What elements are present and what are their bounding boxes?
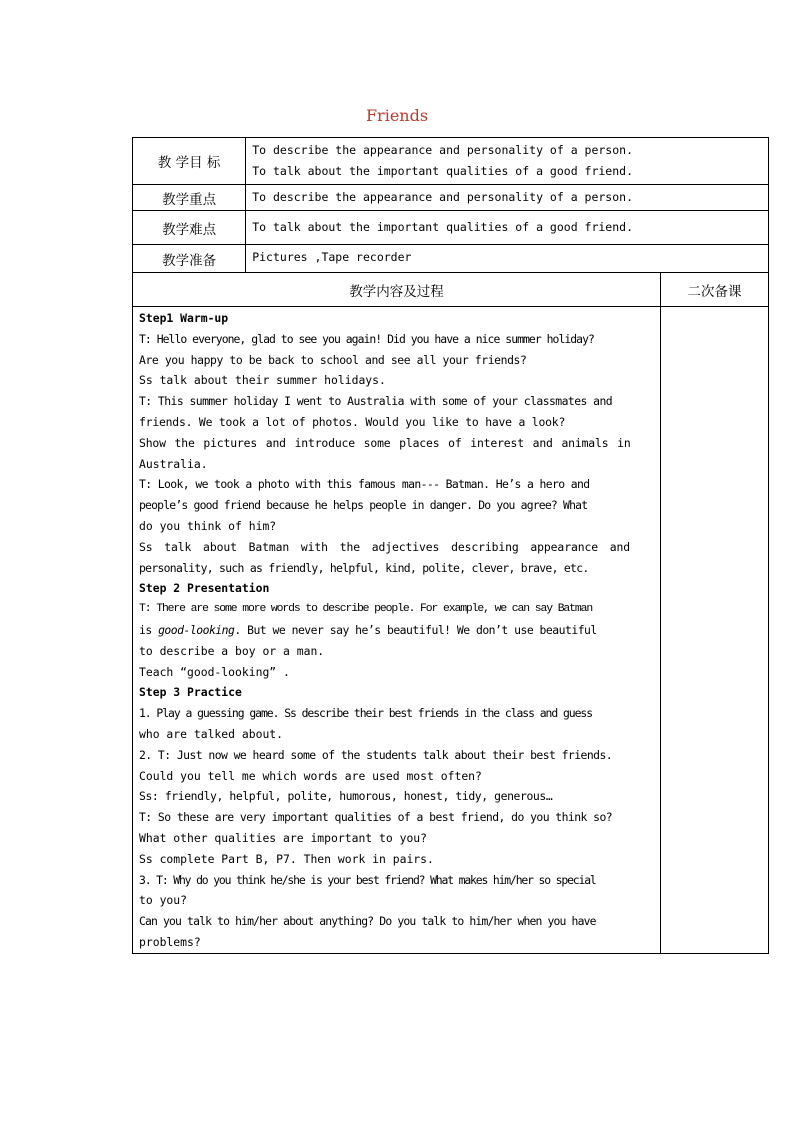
content-line: friends. We took a lot of photos. Would you like to have a look? [139, 414, 566, 429]
content-text: . But we never say he’s beautiful! We don’t use beautiful [234, 622, 597, 637]
content-line: to describe a boy or a man. [139, 643, 325, 658]
process-content [133, 307, 661, 954]
key-points-row [133, 185, 769, 211]
content-line: 1. Play a guessing game. Ss describe their best friends in the class and guess [139, 706, 593, 721]
content-line: Ss talk about their summer holidays. [139, 373, 386, 388]
italic-term: good-looking [158, 622, 235, 637]
content-line [139, 620, 654, 641]
content-line: Could you tell me which words are used most often? [139, 768, 482, 783]
objective-line: To talk about the important qualities of a good friend. [252, 164, 634, 178]
content-line: T: So these are very important qualities of a best friend, do you think so? [139, 810, 613, 825]
preparation-label: 教学准备 [133, 245, 246, 273]
step1-title: Step1 Warm-up [139, 311, 229, 325]
key-points-value: To describe the appearance and personality of a person. [246, 185, 769, 211]
difficulties-value: To talk about the important qualities of a good friend. [246, 211, 769, 245]
content-row [133, 307, 769, 954]
content-line: Ss complete Part B, P7. Then work in pairs. [139, 851, 434, 866]
notes-header: 二次备课 [661, 273, 769, 307]
step2-title: Step 2 Presentation [139, 581, 270, 596]
content-line: Ss talk about Batman with the adjectives describing appearance and [139, 539, 631, 554]
content-line: T: There are some more words to describe people. For example, we can say Batman [139, 603, 593, 616]
content-line: people’s good friend because he helps people in danger. Do you agree? What [139, 498, 588, 513]
content-text: is [139, 622, 159, 637]
content-line: to you? [139, 893, 188, 908]
content-line: Ss: friendly, helpful, polite, humorous, honest, tidy, generous… [139, 789, 553, 804]
key-points-label: 教学重点 [133, 185, 246, 211]
content-line: 2. T: Just now we heard some of the students talk about their best friends. [139, 747, 613, 762]
content-line: Australia. [139, 456, 208, 471]
document-title: Friends [365, 106, 429, 125]
step3-title: Step 3 Practice [139, 685, 242, 700]
objectives-value [246, 138, 769, 185]
content-line: T: Look, we took a photo with this famous man--- Batman. He’s a hero and [139, 477, 590, 492]
process-header: 教学内容及过程 [133, 273, 661, 307]
content-line: problems? [139, 934, 201, 949]
content-line: do you think of him? [139, 518, 277, 533]
objectives-label: 教 学目 标 [133, 138, 246, 185]
content-line: What other qualities are important to you? [139, 830, 428, 845]
objectives-row [133, 138, 769, 185]
header-row [133, 273, 769, 307]
difficulties-label: 教学难点 [133, 211, 246, 245]
content-line: T: This summer holiday I went to Australia with some of your classmates and [139, 394, 613, 409]
content-line: personality, such as friendly, helpful, kind, polite, clever, brave, etc. [139, 560, 589, 575]
preparation-row [133, 245, 769, 273]
difficulties-row [133, 211, 769, 245]
content-line: Can you talk to him/her about anything? Do you talk to him/her when you have [139, 914, 596, 929]
lesson-plan-table [132, 137, 769, 954]
content-line: Show the pictures and introduce some places of interest and animals in [139, 435, 631, 450]
content-line: T: Hello everyone, glad to see you again! Did you have a nice summer holiday? [139, 331, 594, 346]
objective-line: To describe the appearance and personality of a person. [252, 143, 634, 157]
content-line: who are talked about. [139, 726, 284, 741]
content-line: 3. T: Why do you think he/she is your best friend? What makes him/her so special [139, 872, 596, 887]
content-line: Teach “good-looking” . [139, 664, 290, 679]
notes-column [661, 307, 769, 954]
content-line: Are you happy to be back to school and see all your friends? [139, 352, 527, 367]
preparation-value: Pictures ,Tape recorder [246, 245, 769, 273]
